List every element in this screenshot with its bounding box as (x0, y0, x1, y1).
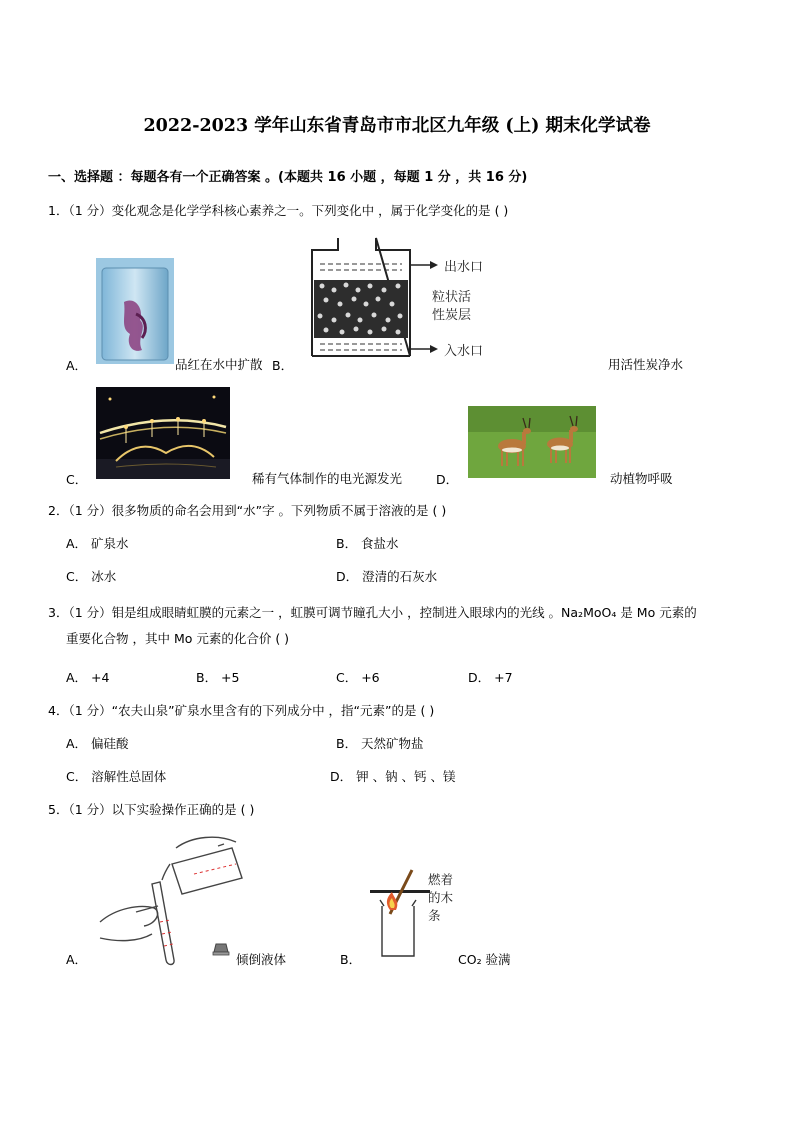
question-3-stem-line2: 重要化合物 ，其中 Mo 元素的化合价 ( ) (66, 631, 290, 646)
q1-option-d-text: 动植物呼吸 (610, 471, 673, 486)
q3-option-b: B． +5 (196, 670, 240, 685)
q3-option-d: D． +7 (468, 670, 513, 685)
night-bridge-lights-image (96, 387, 230, 479)
page-title: 2022-2023 学年山东省青岛市市北区九年级 (上) 期末化学试卷 (143, 116, 651, 136)
q1-option-a-text: 品红在水中扩散 (175, 357, 263, 372)
question-1-stem: 1．（1 分）变化观念是化学学科核心素养之一。下列变化中 ，属于化学变化的是 ( ) (48, 203, 509, 218)
q5-option-b-letter: B． (340, 952, 362, 967)
q2-option-b: B． 食盐水 (336, 536, 399, 551)
outlet-label: 出水口 (444, 260, 484, 275)
q2-option-d: D． 澄清的石灰水 (336, 569, 438, 584)
carbon-filter-diagram (300, 232, 515, 366)
q5-option-a-text: 倾倒液体 (236, 952, 287, 967)
q1-option-b-letter: B． (272, 358, 294, 373)
question-4-stem: 4．（1 分）“农夫山泉”矿泉水里含有的下列成分中 ，指“元素”的是 ( ) (48, 703, 435, 718)
q2-option-c: C． 冰水 (66, 569, 117, 584)
burning-stick-label-1: 燃着 (428, 872, 454, 887)
pouring-liquid-diagram (96, 834, 246, 966)
q3-option-a: A． +4 (66, 670, 110, 685)
q2-option-a: A． 矿泉水 (66, 536, 129, 551)
section-heading: 一、选择题 ：每题各有一个正确答案 。(本题共 16 小题 ，每题 1 分 ，共 16 分) (48, 170, 528, 185)
burning-stick-label-3: 条 (428, 908, 441, 923)
q1-option-d-letter: D． (436, 472, 459, 487)
q4-option-c: C． 溶解性总固体 (66, 769, 167, 784)
beaker-dye-image (96, 258, 174, 364)
co2-test-diagram (366, 866, 466, 962)
question-3-stem-line1: 3．（1 分）钼是组成眼睛虹膜的元素之一 ，虹膜可调节瞳孔大小 ，控制进入眼球内的光线 。Na₂MoO₄ 是 Mo 元素的 (48, 605, 697, 620)
carbon-layer-label-2: 性炭层 (432, 308, 472, 323)
antelope-image (468, 406, 596, 478)
question-5-stem: 5．（1 分）以下实验操作正确的是 ( ) (48, 802, 255, 817)
burning-stick-label-2: 的木 (428, 890, 454, 905)
q4-option-a: A． 偏硅酸 (66, 736, 129, 751)
q1-option-a-letter: A． (66, 358, 88, 373)
q4-option-d: D． 钾 、钠 、钙 、镁 (330, 769, 456, 784)
q1-option-b-text: 用活性炭净水 (608, 357, 684, 372)
q1-option-c-letter: C． (66, 472, 88, 487)
q3-option-c: C． +6 (336, 670, 380, 685)
q5-option-a-letter: A． (66, 952, 88, 967)
q5-option-b-text: CO₂ 验满 (458, 952, 511, 967)
question-2-stem: 2．（1 分）很多物质的命名会用到“水”字 。下列物质不属于溶液的是 ( ) (48, 503, 447, 518)
inlet-label: 入水口 (444, 344, 484, 359)
carbon-layer-label-1: 粒状活 (432, 290, 472, 305)
q1-option-c-text: 稀有气体制作的电光源发光 (252, 471, 403, 486)
q4-option-b: B． 天然矿物盐 (336, 736, 424, 751)
